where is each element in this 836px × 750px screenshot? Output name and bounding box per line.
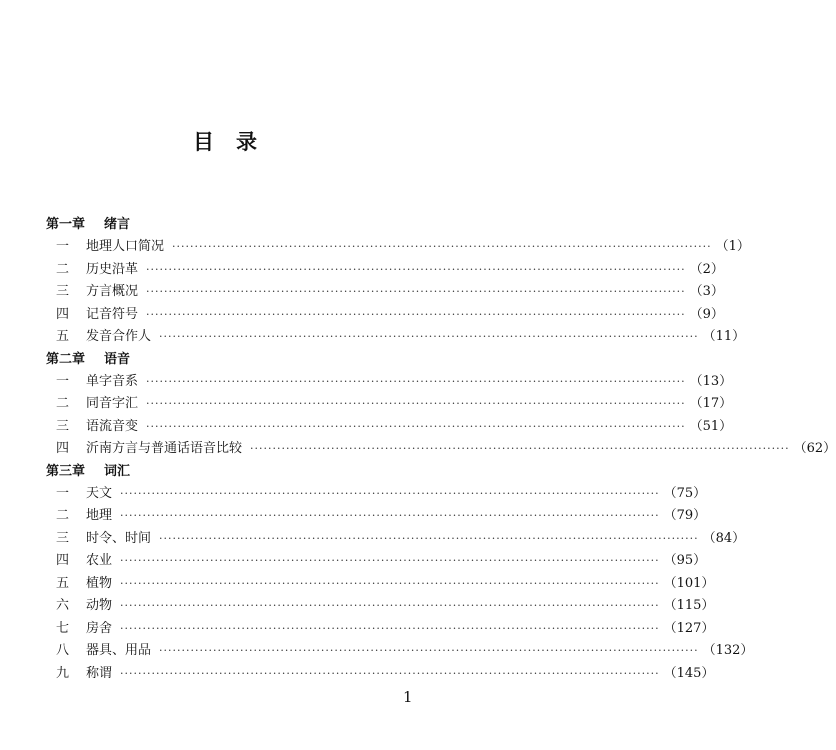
dot-leader: ························································································································ [146,262,686,276]
entry-label: 方言概况 [86,284,139,299]
entry-number: 三 [56,418,70,434]
toc-entry[interactable] [46,259,724,282]
entry-page: （127） [663,620,715,636]
toc-entry[interactable] [46,281,724,304]
title-char-1: 目 [193,129,214,154]
entry-label: 房舍 [86,620,113,636]
table-of-contents [46,214,836,685]
entry-label: 历史沿革 [86,261,139,277]
chapter-heading [46,349,428,371]
toc-entry[interactable] [46,483,707,506]
entry-page: （11） [702,329,746,344]
toc-entry[interactable] [46,618,715,641]
entry-page: （3） [689,284,724,299]
entry-label: 地理 [86,508,113,523]
entry-number: 五 [56,575,70,591]
entry-number: 七 [56,620,70,636]
chapter-heading [46,461,428,483]
dot-leader: ························································································································ [120,509,660,522]
dot-leader: ························································································································ [250,442,790,455]
entry-page: （2） [689,261,724,277]
toc-entry[interactable] [46,236,750,259]
toc-entry[interactable] [46,505,707,528]
entry-number: 四 [56,306,70,322]
entry-page: （1） [715,239,750,254]
entry-page: （13） [689,373,733,389]
dot-leader: ························································································································ [120,486,660,500]
dot-leader: ························································································································ [146,397,686,410]
toc-entry[interactable] [46,640,754,663]
entry-label: 单字音系 [86,373,139,389]
entry-page: （145） [663,665,715,681]
entry-page: （132） [702,643,754,658]
entry-label: 发音合作人 [86,329,152,344]
toc-entry[interactable] [46,595,715,618]
entry-page: （51） [689,418,733,434]
dot-leader: ························································································································ [120,576,660,590]
chapter-number: 第三章 [46,463,86,479]
entry-number: 二 [56,396,70,411]
entry-page: （79） [663,508,707,523]
entry-page: （84） [702,530,746,546]
page-title [0,126,450,156]
entry-number: 四 [56,441,70,456]
dot-leader: ························································································································ [120,621,660,635]
entry-number: 一 [56,373,70,389]
chapter-name: 语音 [104,351,131,367]
toc-entry[interactable] [46,663,715,686]
chapter-number: 第二章 [46,351,86,367]
dot-leader: ························································································································ [159,531,699,545]
dot-leader: ························································································································ [120,666,660,680]
entry-page: （62） [793,441,836,456]
entry-page: （75） [663,485,707,501]
toc-entry[interactable] [46,416,733,439]
dot-leader: ························································································································ [146,285,686,298]
entry-number: 三 [56,530,70,546]
entry-page: （17） [689,396,733,411]
entry-number: 八 [56,643,70,658]
entry-label: 地理人口简况 [86,239,165,254]
dot-leader: ························································································································ [146,374,686,388]
entry-number: 二 [56,261,70,277]
toc-entry[interactable] [46,573,715,596]
dot-leader: ························································································································ [146,419,686,433]
entry-label: 时令、时间 [86,530,152,546]
dot-leader: ························································································································ [172,240,712,253]
entry-label: 沂南方言与普通话语音比较 [86,441,243,456]
entry-page: （95） [663,553,707,568]
entry-number: 一 [56,239,70,254]
toc-entry[interactable] [46,371,733,394]
chapter-name: 绪言 [104,217,131,232]
entry-page: （115） [663,598,715,613]
entry-label: 天文 [86,485,113,501]
toc-entry[interactable] [46,528,746,551]
entry-number: 九 [56,665,70,681]
page-number: 1 [403,688,413,706]
entry-number: 三 [56,284,70,299]
entry-label: 记音符号 [86,306,139,322]
entry-number: 六 [56,598,70,613]
toc-entry[interactable] [46,550,707,573]
entry-label: 农业 [86,553,113,568]
dot-leader: ························································································································ [159,644,699,657]
entry-label: 称谓 [86,665,113,681]
chapter-number: 第一章 [46,217,86,232]
entry-label: 同音字汇 [86,396,139,411]
toc-entry[interactable] [46,393,733,416]
dot-leader: ························································································································ [159,330,699,343]
toc-entry[interactable] [46,304,724,327]
entry-number: 一 [56,485,70,501]
entry-page: （101） [663,575,715,591]
entry-page: （9） [689,306,724,322]
entry-label: 动物 [86,598,113,613]
dot-leader: ························································································································ [120,599,660,612]
chapter-name: 词汇 [104,463,131,479]
entry-label: 语流音变 [86,418,139,434]
entry-label: 植物 [86,575,113,591]
chapter-heading [46,214,428,236]
dot-leader: ························································································································ [120,554,660,567]
entry-number: 四 [56,553,70,568]
toc-entry[interactable] [46,438,836,461]
dot-leader: ························································································································ [146,307,686,321]
entry-number: 五 [56,329,70,344]
toc-entry[interactable] [46,326,746,349]
title-char-2: 录 [236,129,257,154]
entry-number: 二 [56,508,70,523]
entry-label: 器具、用品 [86,643,152,658]
